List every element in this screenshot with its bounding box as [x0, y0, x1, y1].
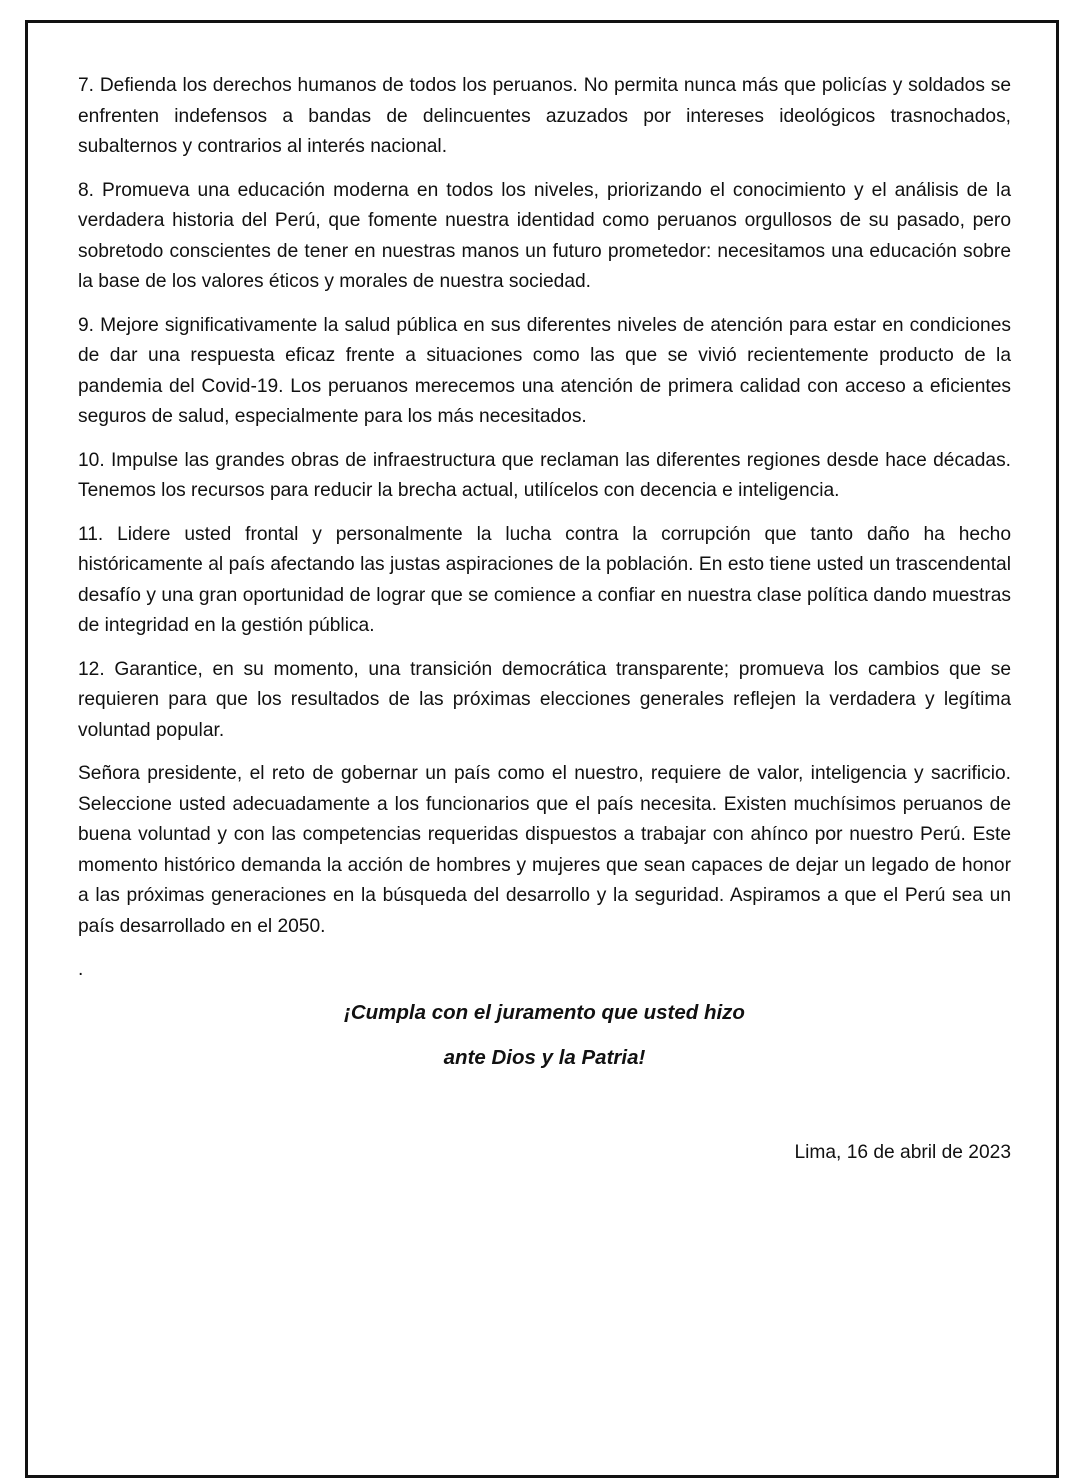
closing-line-2: ante Dios y la Patria!: [443, 1046, 646, 1069]
letter-body: [78, 71, 1011, 1168]
separator-dot: .: [78, 959, 84, 980]
place-and-date: Lima, 16 de abril de 2023: [794, 1142, 1011, 1163]
paragraph-point-10: 10. Impulse las grandes obras de infraestructura que reclaman las diferentes regiones desde hace décadas. Tenemos los recursos para reducir la brecha actual, utilícelos con decencia e inteligencia.: [78, 449, 1011, 501]
paragraph-point-7: 7. Defienda los derechos humanos de todos los peruanos. No permita nunca más que policías y soldados se enfrenten indefensos a bandas de delincuentes azuzados por intereses ideológicos trasnochados, subalternos y contrarios al interés nacional.: [78, 75, 1011, 157]
paragraph-point-11: 11. Lidere usted frontal y personalmente la lucha contra la corrupción que tanto daño ha hecho históricamente al país afectando las justas aspiraciones de la población. En esto tiene usted un trascendental desafío y una gran oportunidad de lograr que se comience a confiar en nuestra clase política dando muestras de integridad en la gestión pública.: [78, 523, 1011, 636]
paragraph-point-8: 8. Promueva una educación moderna en todos los niveles, priorizando el conocimiento y el análisis de la verdadera historia del Perú, que fomente nuestra identidad como peruanos orgullosos de su pasado, pero sobretodo conscientes de tener en nuestras manos un futuro prometedor: necesitamos una educación sobre la base de los valores éticos y morales de nuestra sociedad.: [78, 179, 1011, 292]
closing-line-1: ¡Cumpla con el juramento que usted hizo: [344, 1001, 745, 1024]
paragraph-point-12: 12. Garantice, en su momento, una transición democrática transparente; promueva los cambios que se requieren para que los resultados de las próximas elecciones generales reflejen la verdadera y legítima voluntad popular.: [78, 658, 1011, 741]
paragraph-point-9: 9. Mejore significativamente la salud pública en sus diferentes niveles de atención para estar en condiciones de dar una respuesta eficaz frente a situaciones como las que se vivió recientemente producto de la pandemia del Covid-19. Los peruanos merecemos una atención de primera calidad con acceso a eficientes seguros de salud, especialmente para los más necesitados.: [78, 314, 1011, 427]
paragraph-conclusion: Señora presidente, el reto de gobernar un país como el nuestro, requiere de valor, inteligencia y sacrificio. Seleccione usted adecuadamente a los funcionarios que el país necesita. Existen muchísimos peruanos de buena voluntad y con las competencias requeridas dispuestos a trabajar con ahínco por nuestro Perú. Este momento histórico demanda la acción de hombres y mujeres que sean capaces de dejar un legado de honor a las próximas generaciones en la búsqueda del desarrollo y la seguridad. Aspiramos a que el Perú sea un país desarrollado en el 2050.: [78, 763, 1011, 937]
